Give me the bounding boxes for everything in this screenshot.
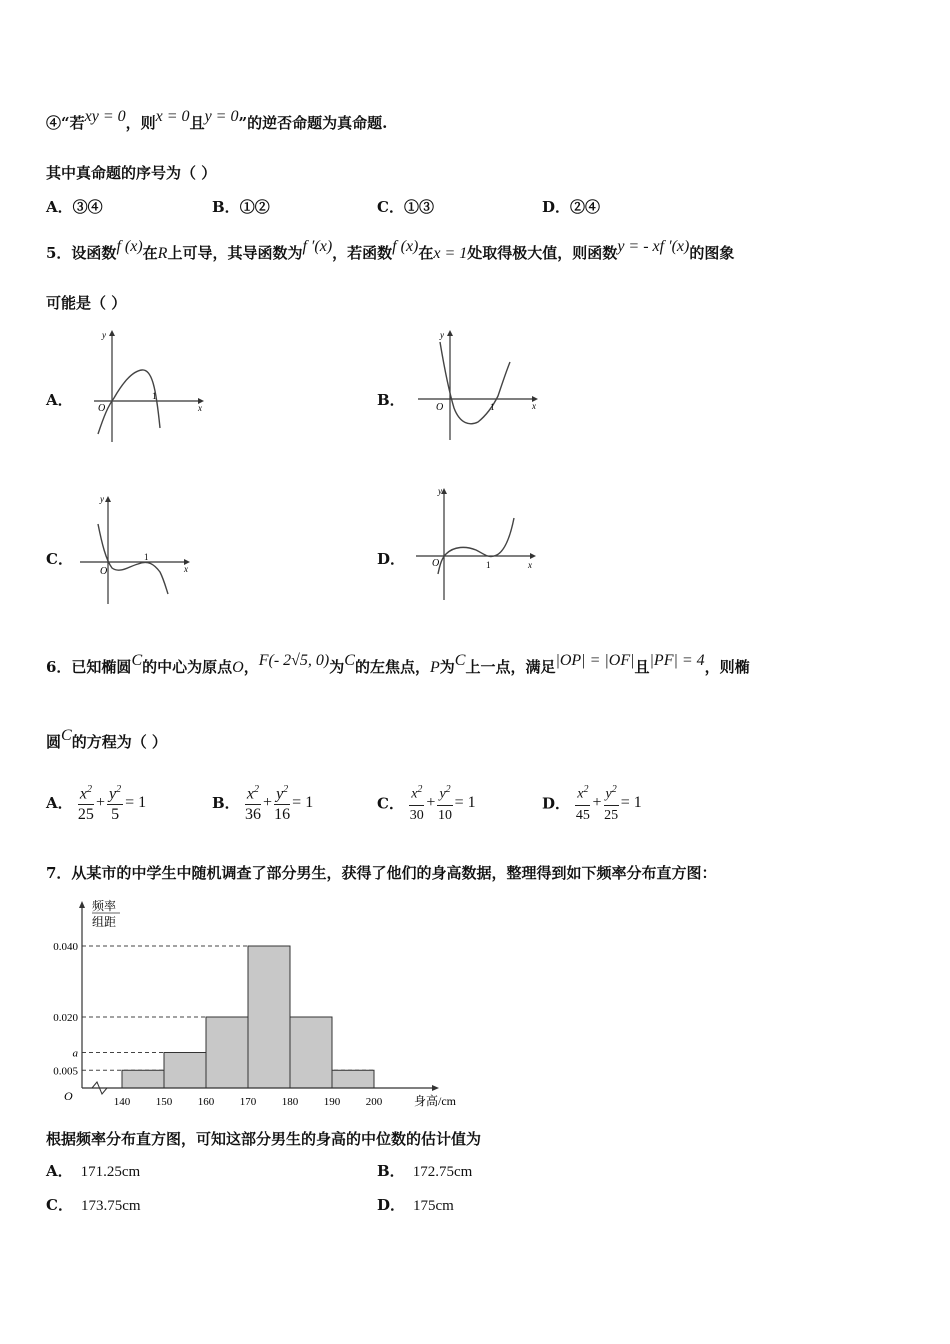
x-axis-arrow — [432, 1085, 439, 1091]
q6-statement-line2: 圆C的方程为（ ） — [46, 727, 167, 751]
histogram-bar — [248, 946, 290, 1088]
y-tick-label: a — [72, 1047, 78, 1060]
q6-math-f: F(- 2√5, 0) — [258, 652, 330, 669]
q6-math-pf: |PF| = 4 — [649, 652, 705, 669]
q5-math-fx2: f (x) — [392, 238, 419, 255]
one-label: 1 — [144, 552, 149, 562]
one-label: 1 — [152, 391, 157, 401]
x-tick-label: 160 — [197, 1096, 215, 1108]
q5-math-fx: f (x) — [116, 238, 143, 255]
y-axis-arrow — [447, 330, 453, 336]
histogram-bar — [122, 1070, 164, 1088]
histogram-bar — [164, 1053, 206, 1089]
origin-label: O — [64, 1089, 73, 1103]
q5-graph-d[interactable] — [412, 482, 542, 604]
y-label: y — [100, 494, 104, 504]
q4-option-a[interactable]: A．③④ — [46, 198, 103, 216]
q7-statement: 7．从某市的中学生中随机调查了部分男生，获得了他们的身高数据，整理得到如下频率分布直方图： — [46, 864, 717, 882]
q4-math-y: y = 0 — [204, 108, 239, 125]
q6-math-c: C — [131, 652, 143, 669]
q5-option-a-label[interactable]: A． — [46, 391, 73, 409]
q6-math-c4: C — [61, 727, 72, 744]
q6-statement: 6．已知椭圆C的中心为原点O，F(- 2√5, 0)为C的左焦点，P为C上一点，满足|OP| = |OF|且|PF| = 4，则椭 — [46, 652, 750, 676]
q4-option-c[interactable]: C．①③ — [377, 198, 434, 216]
q7-option-c[interactable]: C． 173.75cm — [46, 1196, 141, 1214]
x-tick-label: 180 — [281, 1096, 299, 1108]
y-axis-arrow — [109, 330, 115, 336]
y-label: y — [438, 486, 442, 496]
q5-math-fprime: f ′(x) — [302, 238, 333, 255]
q5-option-c-label[interactable]: C． — [46, 550, 73, 568]
q7-option-d[interactable]: D． 175cm — [377, 1196, 454, 1214]
x-tick-label: 190 — [323, 1096, 341, 1108]
one-label: 1 — [486, 560, 491, 570]
curve — [438, 518, 514, 574]
histogram-bar — [290, 1017, 332, 1088]
x-tick-label: 150 — [155, 1096, 173, 1108]
q7-question: 根据频率分布直方图，可知这部分男生的身高的中位数的估计值为 — [46, 1130, 482, 1148]
q4-math-x: x = 0 — [155, 108, 190, 125]
q6-option-a[interactable]: A． $\frac{x^2}{25}$ + $\frac{y^2}{5}$ = 1 — [46, 780, 148, 825]
histogram-bar — [332, 1070, 374, 1088]
histogram-bar — [206, 1017, 248, 1088]
origin-label: O — [98, 403, 106, 414]
curve — [98, 370, 160, 434]
q6-math-op-of: |OP| = |OF| — [555, 652, 635, 669]
y-tick-label: 0.020 — [53, 1012, 78, 1024]
q4-option-b[interactable]: B．①② — [212, 198, 270, 216]
q5-statement: 5．设函数f (x)在R上可导，其导函数为f ′(x)，若函数f (x)在x = 1处取得极大值，则函数y = - xf ′(x)的图象 — [46, 238, 735, 262]
y-tick-label: 0.005 — [53, 1065, 78, 1078]
q6-math-c2: C — [344, 652, 355, 669]
q5-option-d-label[interactable]: D． — [377, 550, 406, 568]
x-axis-arrow — [530, 553, 536, 559]
x-label: x — [532, 401, 536, 411]
x-tick-label: 170 — [239, 1096, 257, 1108]
y-tick-label: 0.040 — [53, 941, 78, 953]
q7-histogram — [40, 890, 480, 1115]
q5-statement-line2: 可能是（ ） — [46, 294, 127, 312]
x-label: x — [528, 560, 532, 570]
q4-question: 其中真命题的序号为（ ） — [46, 164, 217, 182]
q6-option-d[interactable]: D． $\frac{x^2}{45}$ + $\frac{y^2}{25}$ = 1 — [542, 780, 644, 826]
x-label: x — [198, 403, 202, 413]
one-label: 1 — [490, 402, 495, 412]
q7-option-b[interactable]: B． 172.75cm — [377, 1162, 473, 1180]
q5-graph-c[interactable] — [76, 488, 196, 608]
origin-label: O — [100, 566, 108, 577]
y-axis-arrow — [105, 496, 111, 502]
x-tick-label: 140 — [113, 1096, 131, 1108]
q7-option-a[interactable]: A． 171.25cm — [46, 1162, 141, 1180]
q6-math-c3: C — [454, 652, 466, 669]
x-label: x — [184, 564, 188, 574]
y-label-top: 频率 — [92, 899, 117, 913]
y-axis-arrow — [79, 901, 85, 908]
x-tick-label: 200 — [365, 1096, 383, 1108]
y-label-bottom: 组距 — [92, 915, 117, 929]
y-label: y — [440, 330, 444, 340]
origin-label: O — [432, 558, 440, 569]
y-label: y — [102, 330, 106, 340]
q5-math-r: R — [157, 245, 168, 262]
q5-option-b-label[interactable]: B． — [377, 391, 405, 409]
q6-option-c[interactable]: C． $\frac{x^2}{30}$ + $\frac{y^2}{10}$ = 1 — [377, 780, 478, 826]
q5-graph-b[interactable] — [412, 326, 542, 446]
q6-option-b[interactable]: B． $\frac{x^2}{36}$ + $\frac{y^2}{16}$ = 1 — [212, 780, 315, 825]
q4-math-xy: xy = 0 — [84, 108, 126, 125]
q5-graph-a[interactable] — [88, 326, 208, 446]
origin-label: O — [436, 402, 444, 413]
q4-option-d[interactable]: D．②④ — [542, 198, 601, 216]
q5-math-y: y = - xf ′(x) — [617, 238, 690, 255]
q5-math-x1: x = 1 — [433, 245, 468, 262]
q6-math-o: O — [232, 659, 244, 676]
q6-math-p: P — [429, 659, 440, 676]
q4-statement: ④“若xy = 0，则x = 0且y = 0”的逆否命题为真命题. — [46, 108, 388, 132]
x-axis-label: 身高/cm — [414, 1094, 456, 1108]
